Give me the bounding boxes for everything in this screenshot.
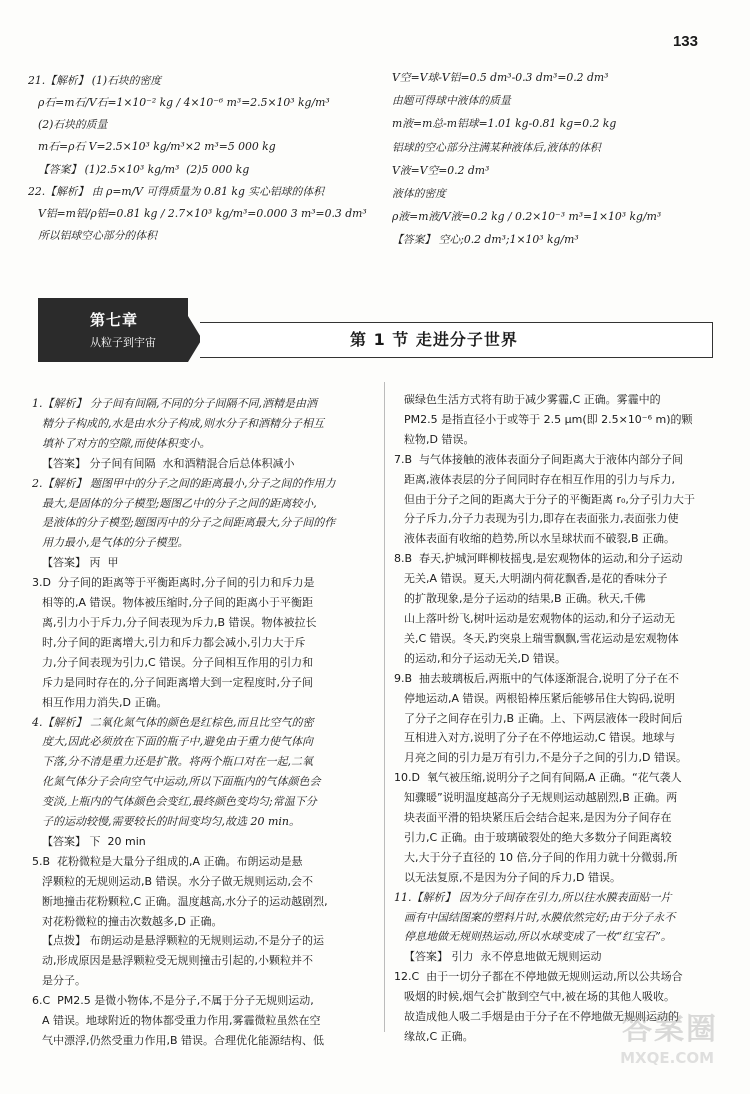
line: 12.C 由于一切分子都在不停地做无规则运动,所以公共场合 bbox=[394, 970, 683, 984]
line: 所以铝球空心部分的体积 bbox=[38, 228, 157, 242]
line: m石=ρ石 V=2.5×10³ kg/m³×2 m³=5 000 kg bbox=[38, 140, 276, 154]
line: 10.D 氧气被压缩,说明分子之间有间隔,A 正确。“花气袭人 bbox=[394, 771, 682, 785]
line: 关,C 错误。冬天,趵突泉上瑞雪飘飘,雪花运动是宏观物体 bbox=[404, 631, 679, 645]
line: 以无法复原,不是因为分子间的斥力,D 错误。 bbox=[404, 870, 621, 884]
line: 1.【解析】 分子间有间隔,不同的分子间隔不同,酒精是由酒 bbox=[32, 397, 317, 410]
watermark-text: 答案圈 bbox=[622, 1012, 718, 1047]
line: ρ液=m液/V液=0.2 kg / 0.2×10⁻³ m³=1×10³ kg/m³ bbox=[392, 210, 662, 224]
line: 下落,分不清是重力还是扩散。将两个瓶口对在一起,二氧 bbox=[42, 755, 313, 769]
line: 化氮气体分子会向空气中运动,所以下面瓶内的气体颜色会 bbox=[42, 775, 321, 789]
line: 相等的,A 错误。物体被压缩时,分子间的距离小于平衡距 bbox=[42, 596, 314, 610]
line: 动,形成原因是悬浮颗粒受无规则撞击引起的,小颗粒并不 bbox=[42, 954, 313, 968]
line: 是分子。 bbox=[42, 974, 86, 988]
line: 时,分子间的距离增大,引力和斥力都会减小,引力大于斥 bbox=[42, 635, 306, 649]
line: 21.【解析】 (1)石块的密度 bbox=[28, 74, 162, 87]
line: 4.【解析】 二氧化氮气体的颜色是红棕色,而且比空气的密 bbox=[32, 715, 314, 729]
line: 碳绿色生活方式将有助于减少雾霾,C 正确。雾霾中的 bbox=[404, 393, 661, 406]
line: 22.【解析】 由 ρ=m/V 可得质量为 0.81 kg 实心铝球的体积 bbox=[28, 184, 324, 198]
section-title: 第 1 节 走进分子世界 bbox=[350, 330, 518, 349]
line: 用力最小,是气体的分子模型。 bbox=[42, 536, 189, 550]
line: 断地撞击花粉颗粒,C 正确。温度越高,水分子的运动越剧烈, bbox=[42, 894, 328, 908]
line: 【答案】 引力 永不停息地做无规则运动 bbox=[404, 950, 602, 964]
line: m液=m总-m铝球=1.01 kg-0.81 kg=0.2 kg bbox=[392, 117, 617, 131]
line: 变淡,上瓶内的气体颜色会变红,最终颜色变均匀;常温下分 bbox=[42, 795, 317, 809]
line: 铝球的空心部分注满某种液体后,液体的体积 bbox=[392, 140, 601, 154]
line: 停地运动,A 错误。两根铅棒压紧后能够吊住大钩码,说明 bbox=[404, 691, 676, 705]
line: PM2.5 是指直径小于或等于 2.5 μm(即 2.5×10⁻⁶ m)的颗 bbox=[404, 412, 693, 426]
line: 【答案】 分子间有间隔 水和酒精混合后总体积减小 bbox=[42, 456, 295, 470]
line: 分子斥力,分子力表现为引力,即存在表面张力,表面张力使 bbox=[404, 512, 679, 526]
line: 精分子构成的,水是由水分子构成,则水分子和酒精分子相互 bbox=[42, 416, 324, 430]
line: 的扩散现象,是分子运动的结果,B 正确。秋天,千佛 bbox=[404, 592, 646, 606]
line: 11.【解析】 因为分子间存在引力,所以往水膜表面贴一片 bbox=[394, 890, 672, 904]
line: 山上落叶纷飞,树叶运动是宏观物体的运动,和分子运动无 bbox=[404, 611, 675, 625]
right-column bbox=[394, 390, 724, 1047]
line: 缘故,C 正确。 bbox=[404, 1030, 474, 1043]
line: 相互作用力消失,D 正确。 bbox=[42, 695, 168, 709]
line: 【答案】 空心;0.2 dm³;1×10³ kg/m³ bbox=[392, 233, 579, 247]
line: 对花粉微粒的撞击次数越多,D 正确。 bbox=[42, 914, 223, 928]
line: 距离,液体表层的分子间同时存在相互作用的引力与斥力, bbox=[404, 472, 675, 486]
top-right-solutions bbox=[392, 66, 722, 252]
line: 力,分子间表现为引力,C 错误。分子间相互作用的引力和 bbox=[42, 655, 314, 669]
line: V空=V球-V铝=0.5 dm³-0.3 dm³=0.2 dm³ bbox=[392, 71, 609, 84]
line: 浮颗粒的无规则运动,B 错误。水分子做无规则运动,会不 bbox=[42, 874, 314, 888]
line: 8.B 春天,护城河畔柳枝摇曳,是宏观物体的运动,和分子运动 bbox=[394, 552, 683, 566]
line: (2)石块的质量 bbox=[38, 118, 108, 132]
chapter-box bbox=[38, 298, 188, 362]
chapter-banner bbox=[0, 298, 750, 362]
line: 知骤暖”说明温度越高分子无规则运动越剧烈,B 正确。两 bbox=[404, 791, 678, 805]
chapter-subtitle: 从粒子到宇宙 bbox=[90, 336, 156, 349]
line: 无关,A 错误。夏天,大明湖内荷花飘香,是花的香味分子 bbox=[404, 572, 668, 586]
section-bar bbox=[200, 322, 713, 358]
watermark-url: MXQE.COM bbox=[620, 1049, 714, 1067]
line: 7.B 与气体接触的液体表面分子间距离大于液体内部分子间 bbox=[394, 452, 684, 466]
line: 气中漂浮,仍然受重力作用,B 错误。合理优化能源结构、低 bbox=[42, 1034, 325, 1047]
line: 【答案】 (1)2.5×10³ kg/m³ (2)5 000 kg bbox=[38, 162, 250, 176]
line: 5.B 花粉微粒是大量分子组成的,A 正确。布朗运动是悬 bbox=[32, 854, 303, 868]
line: 最大,是固体的分子模型;题图乙中的分子之间的距离较小, bbox=[42, 496, 317, 510]
line: 但由于分子之间的距离大于分子的平衡距离 r₀,分子引力大于 bbox=[404, 492, 695, 506]
line: ρ石=m石/V石=1×10⁻² kg / 4×10⁻⁶ m³=2.5×10³ kg/m³ bbox=[38, 96, 330, 110]
line: 大,大于分子直径的 10 倍,分子间的作用力就十分微弱,所 bbox=[404, 850, 678, 864]
line: 互相进入对方,说明了分子在不停地运动,C 错误。地球与 bbox=[404, 731, 676, 745]
line: 【点拨】 布朗运动是悬浮颗粒的无规则运动,不是分子的运 bbox=[42, 934, 324, 948]
line: 【答案】 丙 甲 bbox=[42, 556, 119, 570]
line: A 错误。地球附近的物体都受重力作用,雾霾微粒虽然在空 bbox=[42, 1014, 321, 1028]
line: 了分子之间存在引力,B 正确。上、下两层液体一段时间后 bbox=[404, 711, 683, 725]
line: 离,引力小于斥力,分子间表现为斥力,B 错误。物体被拉长 bbox=[42, 615, 317, 629]
line: 子的运动较慢,需要较长的时间变均匀,故选 20 min。 bbox=[42, 815, 301, 829]
line: 【答案】 下 20 min bbox=[42, 834, 146, 848]
line: 故造成他人吸二手烟是由于分子在不停地做无规则运动的 bbox=[404, 1010, 679, 1024]
line: 吸烟的时候,烟气会扩散到空气中,被在场的其他人吸收。 bbox=[404, 990, 675, 1004]
line: 是液体的分子模型;题图丙中的分子之间距离最大,分子间的作 bbox=[42, 516, 336, 530]
line: 的运动,和分子运动无关,D 错误。 bbox=[404, 651, 566, 665]
page-number: 133 bbox=[672, 33, 698, 50]
top-left-solutions bbox=[28, 70, 378, 247]
column-divider bbox=[384, 382, 385, 1032]
line: 度大,因此必须放在下面的瓶子中,避免由于重力使气体向 bbox=[42, 735, 313, 749]
line: 6.C PM2.5 是微小物体,不是分子,不属于分子无规则运动, bbox=[32, 994, 314, 1008]
line: 由题可得球中液体的质量 bbox=[392, 94, 511, 108]
watermark-logo bbox=[604, 1006, 724, 1072]
line: 停息地做无规则热运动,所以水球变成了一枚“红宝石”。 bbox=[404, 930, 672, 944]
line: 9.B 抽去玻璃板后,两瓶中的气体逐渐混合,说明了分子在不 bbox=[394, 671, 680, 685]
line: 填补了对方的空隙,而使体积变小。 bbox=[42, 436, 211, 450]
left-column bbox=[32, 394, 372, 1051]
line: V铝=m铝/ρ铝=0.81 kg / 2.7×10³ kg/m³=0.000 3 m³=0.3 dm³ bbox=[38, 206, 367, 220]
line: 粒物,D 错误。 bbox=[404, 432, 475, 446]
line: V液=V空=0.2 dm³ bbox=[392, 163, 490, 177]
line: 块表面平滑的铅块紧压后会结合起来,是因为分子间存在 bbox=[404, 811, 672, 825]
line: 2.【解析】 题图甲中的分子之间的距离最小,分子之间的作用力 bbox=[32, 476, 336, 490]
line: 3.D 分子间的距离等于平衡距离时,分子间的引力和斥力是 bbox=[32, 576, 315, 590]
line: 斥力是同时存在的,分子间距离增大到一定程度时,分子间 bbox=[42, 675, 313, 689]
line: 液体的密度 bbox=[392, 187, 446, 201]
line: 月亮之间的引力是万有引力,不是分子之间的引力,D 错误。 bbox=[404, 751, 687, 765]
line: 画有中国结图案的塑料片时,水膜依然完好;由于分子永不 bbox=[404, 910, 676, 924]
line: 液体表面有收缩的趋势,所以水呈球状而不破裂,B 正确。 bbox=[404, 532, 676, 546]
line: 引力,C 正确。由于玻璃破裂处的绝大多数分子间距离较 bbox=[404, 830, 672, 844]
chapter-title: 第七章 bbox=[90, 311, 139, 329]
